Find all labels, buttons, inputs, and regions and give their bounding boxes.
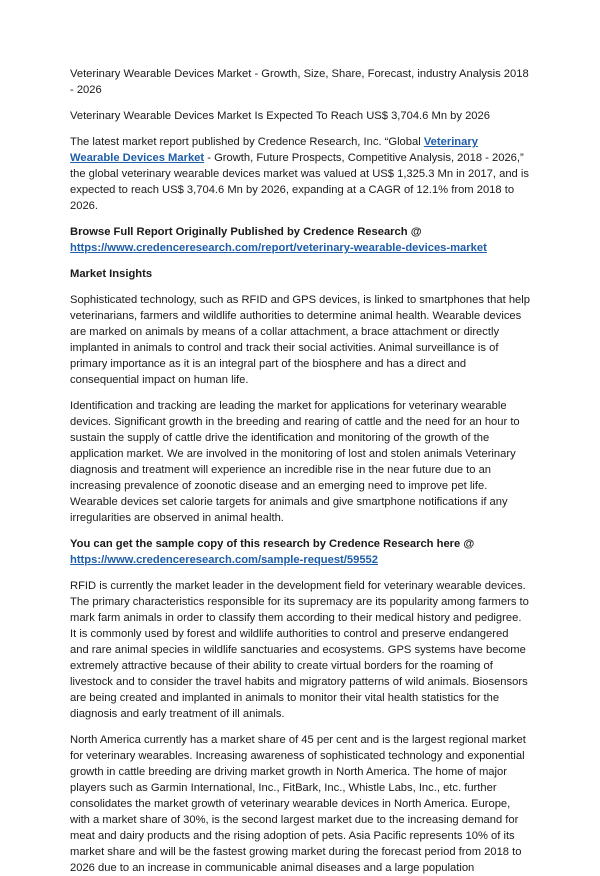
rfid-paragraph: RFID is currently the market leader in the development field for veterinary wearable devices. The primary characteristics responsible for its supremacy are its popularity among farmers to mark farm animals in order to classify them according to their medical history and pedigree. It is commonly used by forest and wildlife authorities to control and preserve endangered and rare animal species in wildlife sanctuaries and ecosystems. GPS systems have become extremely attractive because of their ability to create virtual borders for the roaming of livestock and to consider the travel habits and migratory patterns of wild animals. Biosensors are being created and implanted in animals to monitor their vital health statistics for the diagnosis and early treatment of ill animals.	[70, 580, 529, 720]
browse-heading: Browse Full Report Originally Published by Credence Research @	[70, 226, 422, 238]
market-insights-heading: Market Insights	[70, 268, 153, 280]
intro-paragraph	[70, 134, 530, 214]
insights-paragraph-2: Identification and tracking are leading the market for applications for veterinary wearable devices. Significant growth in the breeding and rearing of cattle and the need for an hour to sustain the supply of cattle drive the identification and monitoring of the growth of the application market. We are involved in the monitoring of lost and stolen animals Veterinary diagnosis and treatment will experience an incredible rise in the near future due to an increasing prevalence of zoonotic disease and an emerging need to improve pet life. Wearable devices set calorie targets for animals and give smartphone notifications if any irregularities are observed in animal health.	[70, 400, 520, 524]
regional-paragraph: North America currently has a market share of 45 per cent and is the largest regional market for veterinary wearables. Increasing awareness of sophisticated technology and exponential growth in cattle breeding are driving market growth in North America. The home of major players such as Garmin International, Inc., FitBark, Inc., Whistle Labs, Inc., etc. further consolidates the market growth of veterinary wearable devices in North America. Europe, with a market share of 30%, is the second largest market due to the increasing demand for meat and dairy products and the rising adoption of pets. Asia Pacific represents 10% of its market share and will be the fastest growing market during the forecast period from 2018 to 2026 due to an increase in communicable animal diseases and a large population	[70, 734, 526, 874]
sample-block	[70, 536, 530, 568]
browse-block	[70, 224, 530, 256]
document-subtitle: Veterinary Wearable Devices Market Is Expected To Reach US$ 3,704.6 Mn by 2026	[70, 110, 490, 122]
document-title: Veterinary Wearable Devices Market - Growth, Size, Share, Forecast, industry Analysis 2018 - 2026	[70, 68, 529, 96]
intro-text-end: - Growth, Future Prospects, Competitive Analysis, 2018 - 2026,” the global veterinary wearable devices market was valued at US$ 1,325.3 Mn in 2017, and is expected to reach US$ 3,704.6 Mn by 2026, expanding at a CAGR of 12.1% from 2018 to 2026.	[70, 152, 529, 212]
full-report-link[interactable]: https://www.credenceresearch.com/report/veterinary-wearable-devices-market	[70, 242, 487, 254]
report-title-link[interactable]: Veterinary Wearable Devices Market	[70, 136, 478, 164]
sample-heading: You can get the sample copy of this research by Credence Research here @	[70, 538, 475, 550]
insights-paragraph-1: Sophisticated technology, such as RFID and GPS devices, is linked to smartphones that help veterinarians, farmers and wildlife authorities to determine animal health. Wearable devices are marked on animals by means of a collar attachment, a brace attachment or directly implanted in animals to control and track their social activities. Animal surveillance is of primary importance as it is an integral part of the biosphere and has a direct and consequential impact on human life.	[70, 294, 530, 386]
intro-text-start: The latest market report published by Credence Research, Inc. “Global	[70, 136, 424, 148]
sample-request-link[interactable]: https://www.credenceresearch.com/sample-request/59552	[70, 554, 378, 566]
